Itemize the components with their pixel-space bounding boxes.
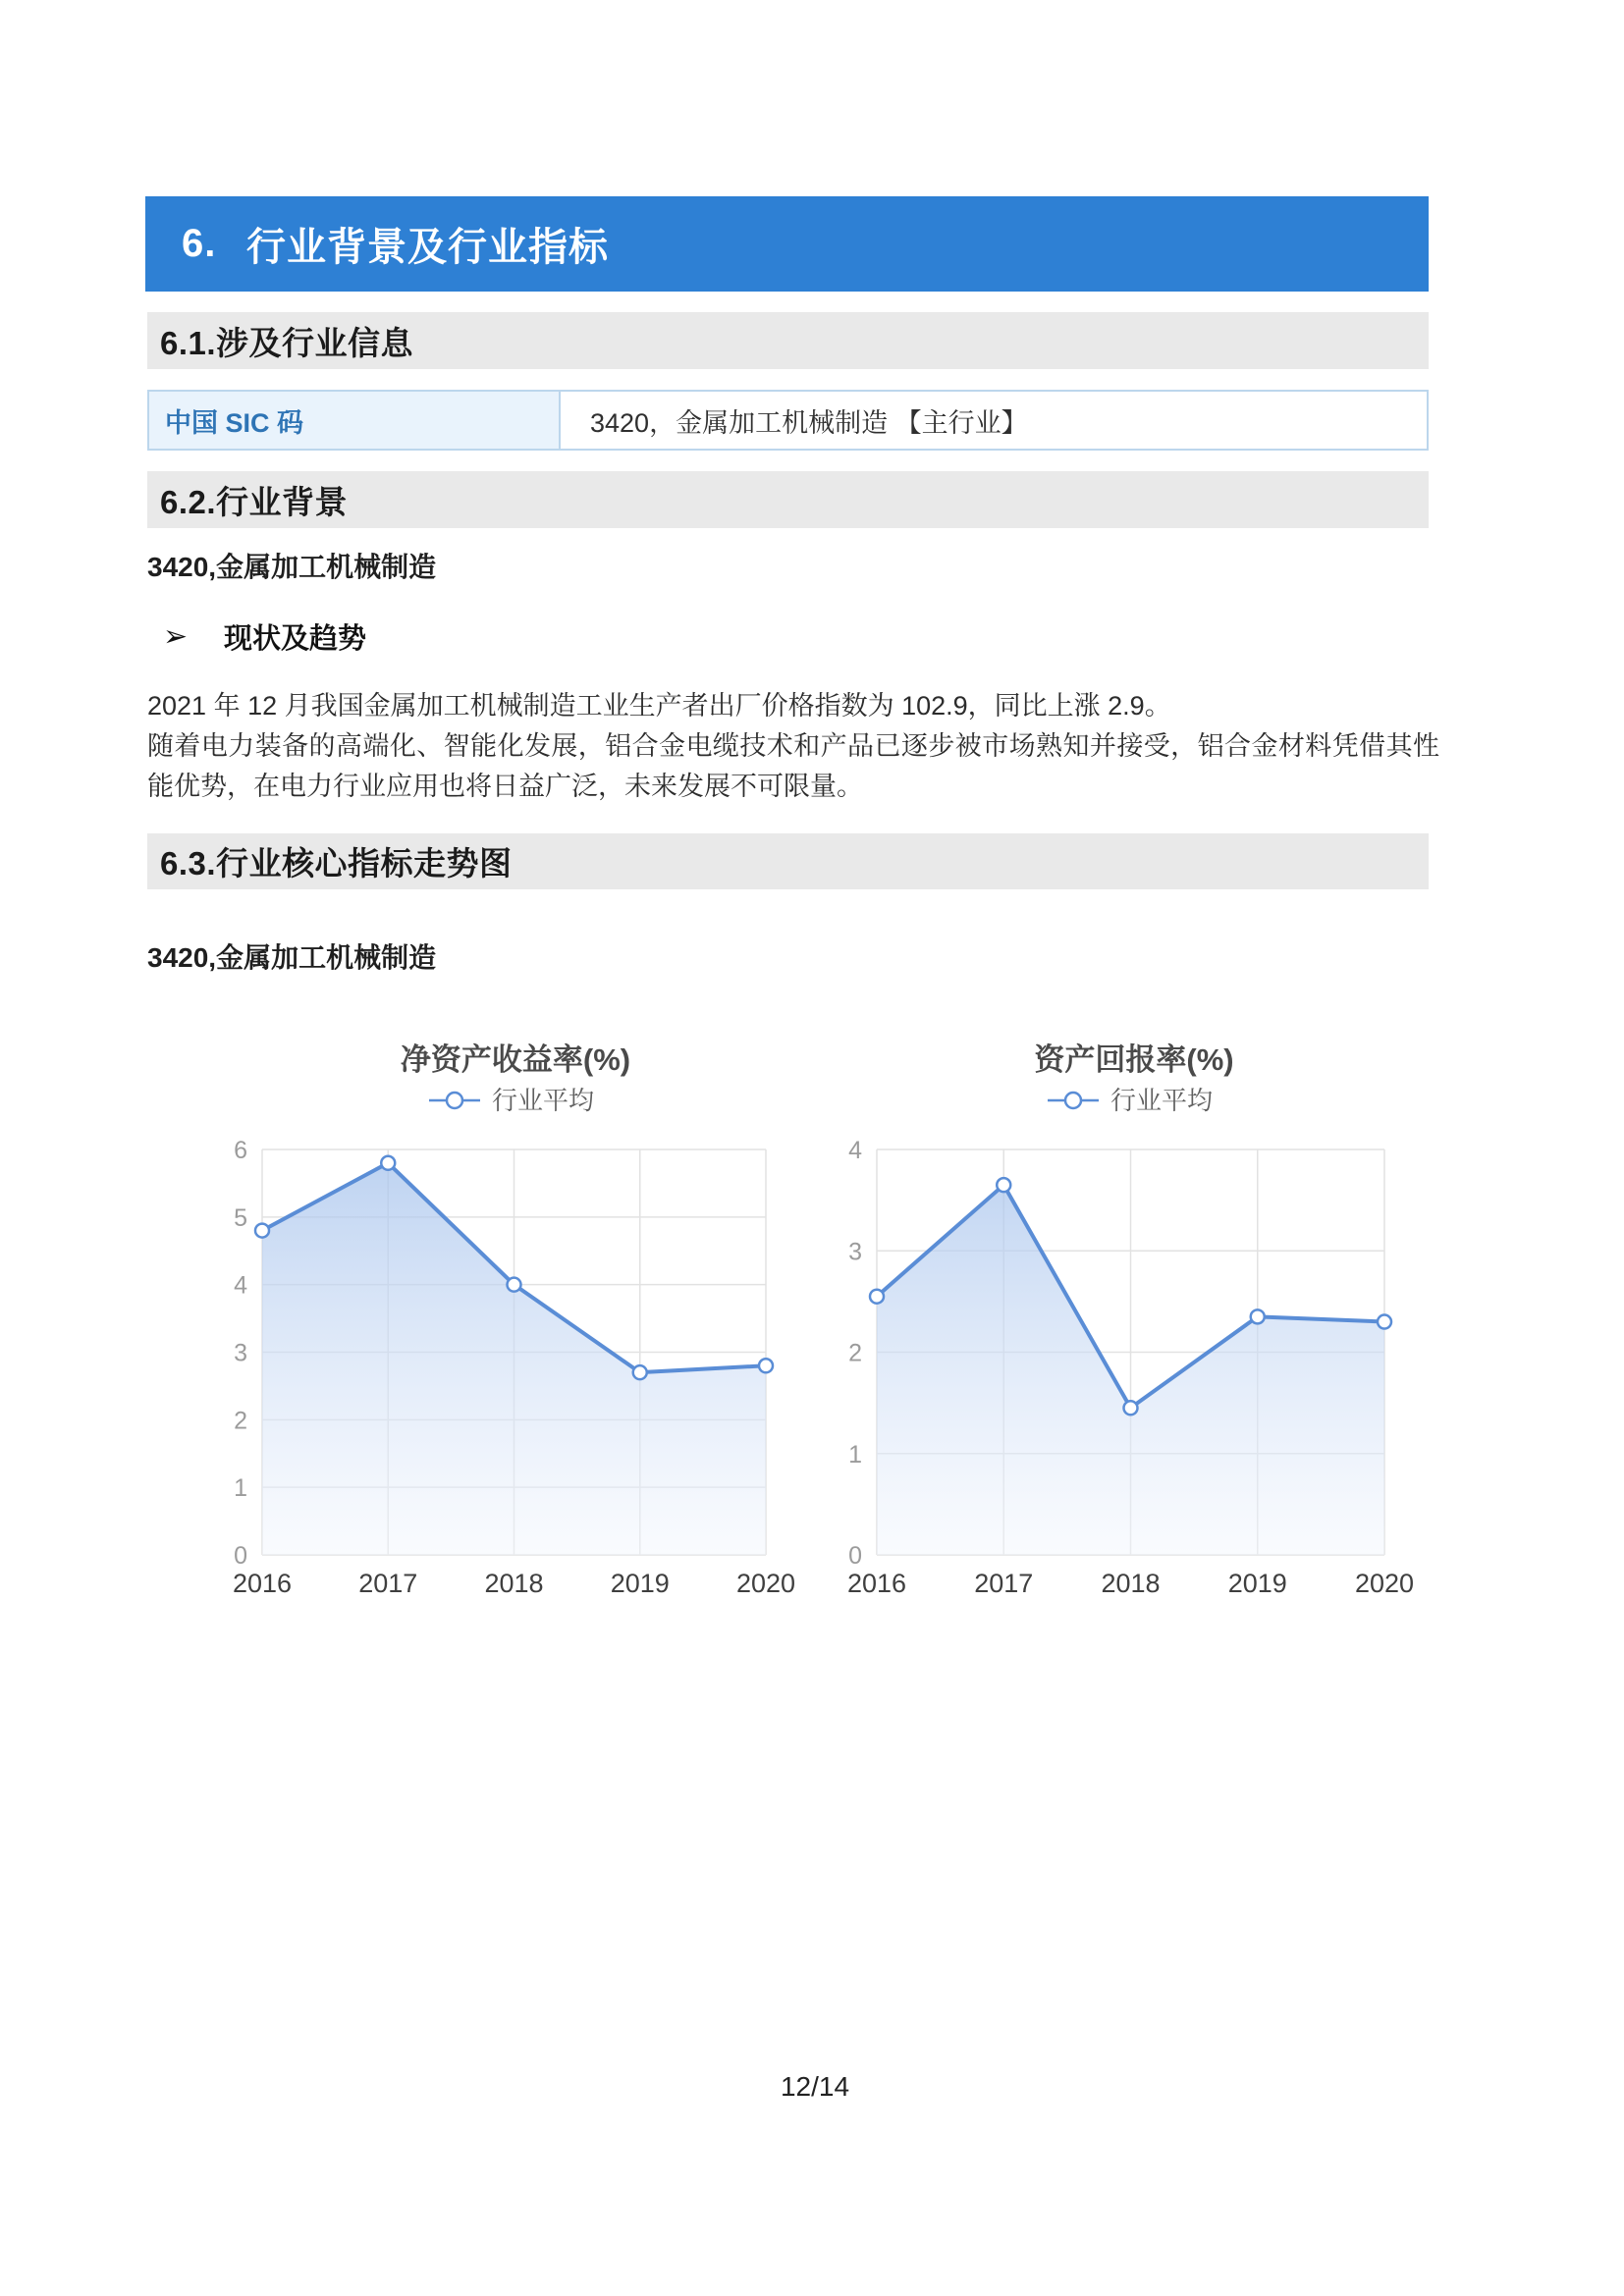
svg-text:0: 0 xyxy=(234,1542,247,1570)
svg-text:2: 2 xyxy=(234,1407,247,1435)
svg-text:2020: 2020 xyxy=(735,1569,795,1598)
industry-background-text xyxy=(147,686,1439,807)
bullet-row xyxy=(163,616,366,657)
svg-text:2017: 2017 xyxy=(358,1569,418,1598)
svg-text:4: 4 xyxy=(234,1271,247,1300)
industry-code-line-2: 3420,金属加工机械制造 xyxy=(147,942,437,973)
bullet-label: 现状及趋势 xyxy=(224,623,367,655)
heading-6-1-label: 6.1.涉及行业信息 xyxy=(160,324,414,361)
svg-text:3: 3 xyxy=(234,1339,247,1367)
svg-text:1: 1 xyxy=(848,1440,862,1468)
svg-text:行业平均: 行业平均 xyxy=(1110,1086,1214,1115)
svg-text:0: 0 xyxy=(848,1542,862,1570)
section-number: 6. xyxy=(182,222,217,265)
svg-text:5: 5 xyxy=(234,1203,247,1232)
sic-value-cell xyxy=(561,392,1427,449)
heading-6-2 xyxy=(147,471,1429,528)
heading-6-2-label: 6.2.行业背景 xyxy=(160,483,349,520)
svg-text:4: 4 xyxy=(848,1137,862,1164)
paragraph-2: 随着电力装备的高端化、智能化发展，铝合金电缆技术和产品已逐步被市场熟知并接受，铝合金材料凭借其性能优势，在电力行业应用也将日益广泛，未来发展不可限量。 xyxy=(147,731,1439,801)
arrow-bullet-icon: ➢ xyxy=(163,620,189,653)
sic-label-cell xyxy=(149,392,561,449)
svg-text:2016: 2016 xyxy=(846,1569,907,1598)
svg-text:6: 6 xyxy=(234,1137,247,1164)
sic-value: 3420，金属加工机械制造 【主行业】 xyxy=(590,407,1028,438)
svg-text:行业平均: 行业平均 xyxy=(492,1086,595,1115)
section-banner xyxy=(145,196,1429,292)
svg-text:2: 2 xyxy=(848,1339,862,1367)
svg-text:2019: 2019 xyxy=(1227,1569,1287,1598)
svg-text:2016: 2016 xyxy=(232,1569,293,1598)
svg-text:2018: 2018 xyxy=(1101,1569,1161,1598)
svg-text:2019: 2019 xyxy=(610,1569,670,1598)
section-title: 行业背景及行业指标 xyxy=(246,226,609,269)
paragraph-1: 2021 年 12 月我国金属加工机械制造工业生产者出厂价格指数为 102.9，同比上涨 2.9。 xyxy=(147,691,1171,721)
svg-text:净资产收益率(%): 净资产收益率(%) xyxy=(400,1042,631,1077)
svg-text:2020: 2020 xyxy=(1354,1569,1415,1598)
heading-6-3 xyxy=(147,833,1429,889)
heading-6-3-label: 6.3.行业核心指标走势图 xyxy=(160,845,513,881)
industry-code-line: 3420,金属加工机械制造 xyxy=(147,552,437,582)
svg-text:资产回报率(%): 资产回报率(%) xyxy=(1034,1042,1234,1077)
roa-line-chart xyxy=(805,1031,1453,1604)
heading-6-1 xyxy=(147,312,1429,369)
roe-line-chart xyxy=(147,1031,795,1604)
sic-table-row xyxy=(147,390,1429,451)
page-indicator: 12/14 xyxy=(780,2071,850,2102)
svg-text:1: 1 xyxy=(234,1474,247,1503)
svg-text:2018: 2018 xyxy=(484,1569,544,1598)
svg-text:3: 3 xyxy=(848,1238,862,1266)
svg-text:2017: 2017 xyxy=(974,1569,1034,1598)
sic-label: 中国 SIC 码 xyxy=(165,407,304,438)
